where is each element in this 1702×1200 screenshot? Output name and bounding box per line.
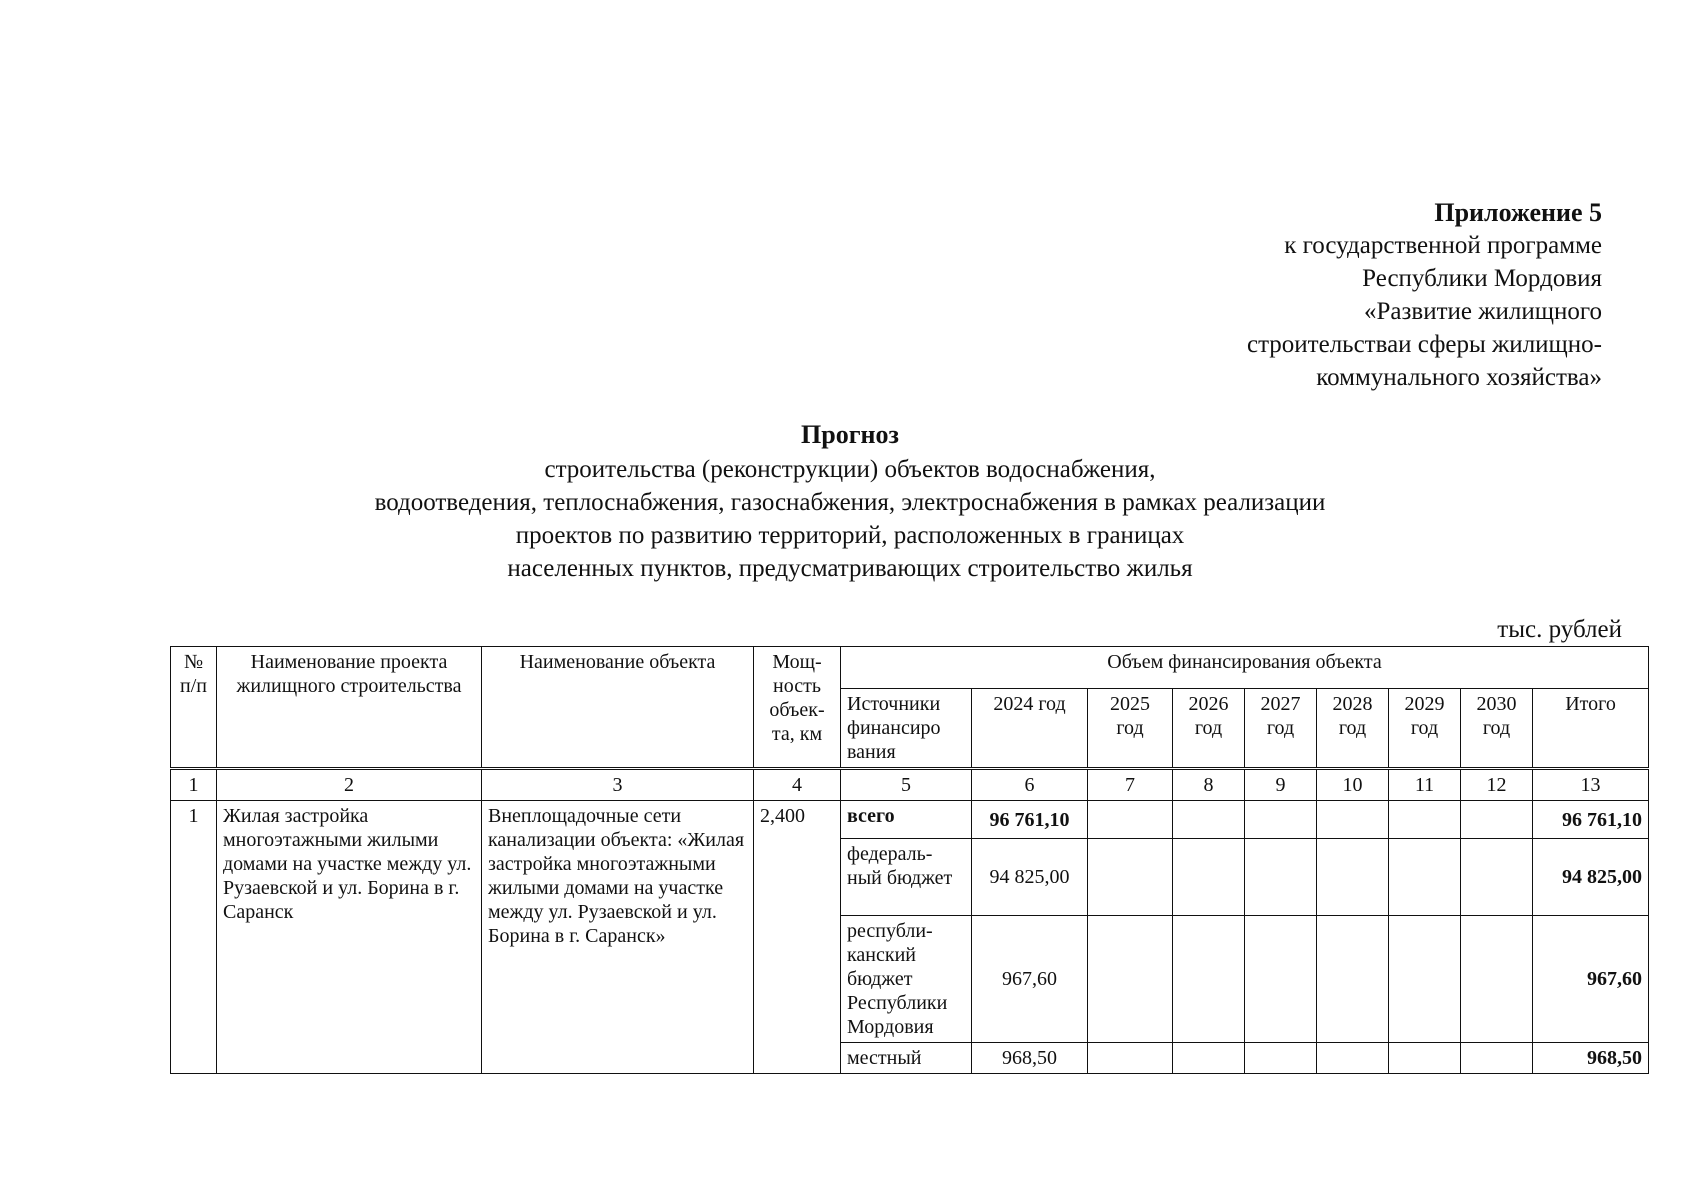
- source-total-label: всего: [841, 801, 972, 839]
- header-capacity: Мощ-ность объек-та, км: [754, 647, 841, 769]
- header-object: Наименование объекта: [482, 647, 754, 769]
- source-local-2024: 968,50: [972, 1043, 1088, 1074]
- source-republic-2024: 967,60: [972, 916, 1088, 1043]
- empty-cell: [1088, 916, 1173, 1043]
- source-republic-sum: 967,60: [1533, 916, 1649, 1043]
- column-number: 5: [841, 769, 972, 801]
- empty-cell: [1317, 916, 1389, 1043]
- column-number: 6: [972, 769, 1088, 801]
- empty-cell: [1461, 839, 1533, 916]
- empty-cell: [1461, 801, 1533, 839]
- row-capacity: 2,400: [754, 801, 841, 1074]
- appendix-line: Республики Мордовия: [1362, 265, 1602, 292]
- empty-cell: [1461, 1043, 1533, 1074]
- header-year-2026: 2026 год: [1173, 689, 1245, 769]
- empty-cell: [1088, 839, 1173, 916]
- header-year-2029: 2029 год: [1389, 689, 1461, 769]
- column-number: 3: [482, 769, 754, 801]
- heading-line: населенных пунктов, предусматривающих строительство жилья: [507, 555, 1193, 582]
- column-number: 2: [217, 769, 482, 801]
- empty-cell: [1245, 801, 1317, 839]
- empty-cell: [1389, 1043, 1461, 1074]
- empty-cell: [1245, 1043, 1317, 1074]
- source-federal-label: федераль-ный бюджет: [841, 839, 972, 916]
- source-federal-2024: 94 825,00: [972, 839, 1088, 916]
- source-local-label: местный: [841, 1043, 972, 1074]
- source-local-sum: 968,50: [1533, 1043, 1649, 1074]
- heading-line: строительства (реконструкции) объектов водоснабжения,: [544, 456, 1156, 483]
- column-number: 4: [754, 769, 841, 801]
- column-number: 10: [1317, 769, 1389, 801]
- column-number: 13: [1533, 769, 1649, 801]
- empty-cell: [1317, 1043, 1389, 1074]
- appendix-block: [1247, 196, 1602, 394]
- header-year-2025: 2025 год: [1088, 689, 1173, 769]
- header-row-1: [171, 647, 1649, 689]
- header-year-2030: 2030 год: [1461, 689, 1533, 769]
- source-federal-sum: 94 825,00: [1533, 839, 1649, 916]
- header-funding: Объем финансирования объекта: [841, 647, 1649, 689]
- empty-cell: [1088, 801, 1173, 839]
- appendix-line: «Развитие жилищного: [1364, 298, 1602, 325]
- column-number: 11: [1389, 769, 1461, 801]
- row-project-name: Жилая застройка многоэтажными жилыми домами на участке между ул. Рузаевской и ул. Борина в г. Саранск: [217, 801, 482, 1074]
- column-number: 9: [1245, 769, 1317, 801]
- empty-cell: [1173, 916, 1245, 1043]
- header-total: Итого: [1533, 689, 1649, 769]
- column-number: 12: [1461, 769, 1533, 801]
- header-source: Источники финансиро вания: [841, 689, 972, 769]
- source-republic-label: республи-канский бюджет Республики Мордовия: [841, 916, 972, 1043]
- empty-cell: [1088, 1043, 1173, 1074]
- header-num: № п/п: [171, 647, 217, 769]
- units-label: тыс. рублей: [1497, 616, 1622, 643]
- source-total-2024: 96 761,10: [972, 801, 1088, 839]
- empty-cell: [1317, 801, 1389, 839]
- source-total-sum: 96 761,10: [1533, 801, 1649, 839]
- header-year-2028: 2028 год: [1317, 689, 1389, 769]
- empty-cell: [1389, 839, 1461, 916]
- row-num: 1: [171, 801, 217, 1074]
- table-row: [171, 801, 1649, 839]
- appendix-line: к государственной программе: [1284, 232, 1602, 259]
- empty-cell: [1317, 839, 1389, 916]
- heading-line: проектов по развитию территорий, расположенных в границах: [515, 522, 1185, 549]
- empty-cell: [1245, 916, 1317, 1043]
- empty-cell: [1245, 839, 1317, 916]
- empty-cell: [1461, 916, 1533, 1043]
- empty-cell: [1173, 1043, 1245, 1074]
- document-heading: [170, 418, 1530, 585]
- empty-cell: [1389, 801, 1461, 839]
- column-number: 1: [171, 769, 217, 801]
- header-project: Наименование проекта жилищного строительства: [217, 647, 482, 769]
- empty-cell: [1173, 801, 1245, 839]
- financing-table: [170, 646, 1649, 1074]
- empty-cell: [1389, 916, 1461, 1043]
- appendix-line: строительстваи сферы жилищно-: [1246, 331, 1602, 358]
- document-title: Прогноз: [801, 420, 899, 449]
- column-number: 8: [1173, 769, 1245, 801]
- financing-table-wrapper: [170, 646, 1649, 1074]
- appendix-line: коммунального хозяйства»: [1316, 364, 1602, 391]
- heading-line: водоотведения, теплоснабжения, газоснабжения, электроснабжения в рамках реализации: [374, 489, 1326, 516]
- header-year-2024: 2024 год: [972, 689, 1088, 769]
- row-object-name: Внеплощадочные сети канализации объекта: «Жилая застройка многоэтажными жилыми домами на участке между ул. Рузаевской и ул. Борина в г. Саранск»: [482, 801, 754, 1074]
- column-number-row: [171, 769, 1649, 801]
- empty-cell: [1173, 839, 1245, 916]
- header-year-2027: 2027 год: [1245, 689, 1317, 769]
- column-number: 7: [1088, 769, 1173, 801]
- appendix-title: Приложение 5: [1434, 198, 1602, 227]
